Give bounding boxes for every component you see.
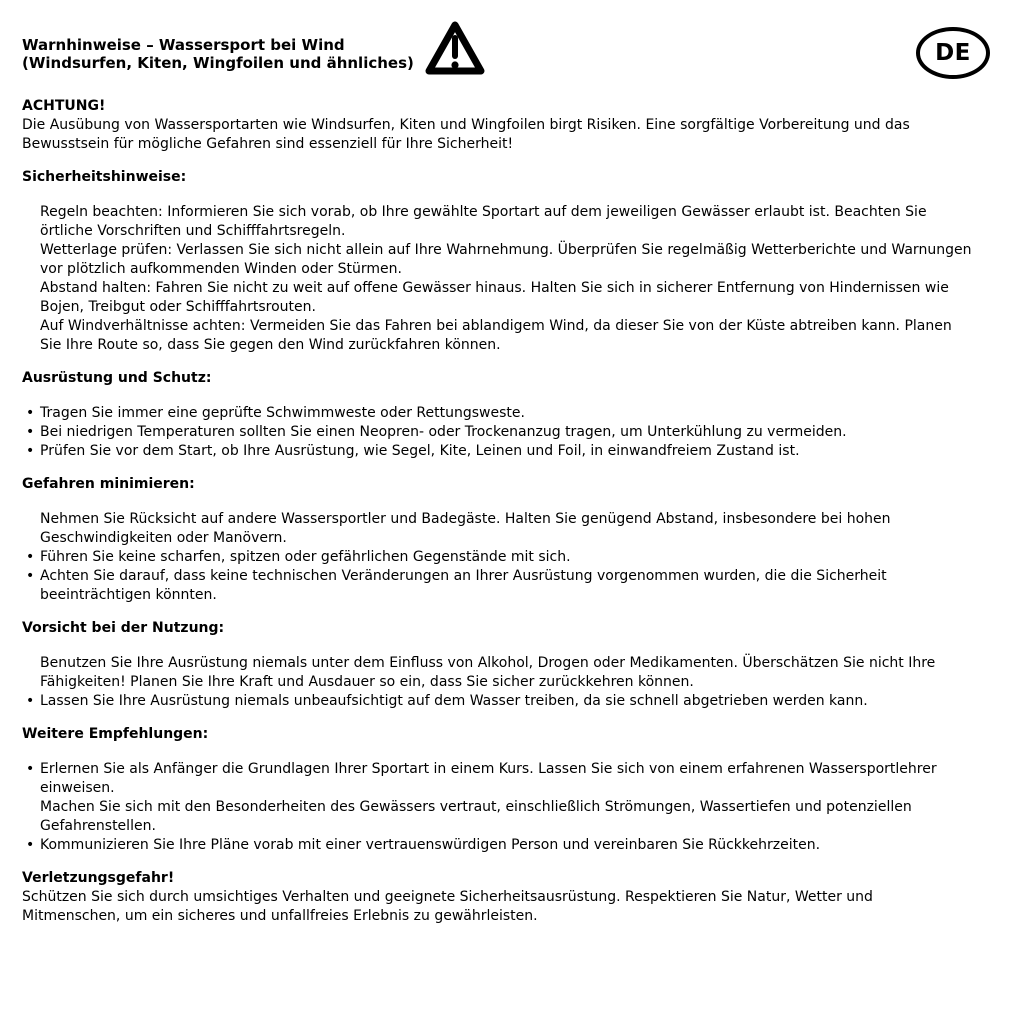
document-title	[22, 36, 414, 72]
list-item-text: Regeln beachten: Informieren Sie sich vorab, ob Ihre gewählte Sportart auf dem jeweiligen Gewässer erlaubt ist. Beachten Sie örtliche Vorschriften und Schifffahrtsregeln.	[40, 204, 927, 239]
list-item-text: Kommunizieren Sie Ihre Pläne vorab mit einer vertrauenswürdigen Person und vereinbaren Sie Rückkehrzeiten.	[40, 837, 821, 853]
minimize-risks-list	[22, 510, 972, 605]
section-attention	[22, 97, 975, 154]
section-caution-usage	[22, 619, 975, 711]
recommendations-list	[22, 760, 972, 855]
section-injury-risk	[22, 869, 975, 926]
section-heading: Vorsicht bei der Nutzung:	[22, 620, 225, 636]
list-item-text: Abstand halten: Fahren Sie nicht zu weit auf offene Gewässer hinaus. Halten Sie sich in sicherer Entfernung von Hindernissen wie Bojen, Treibgut oder Schifffahrtsrouten.	[40, 280, 949, 315]
section-heading: Sicherheitshinweise:	[22, 169, 187, 185]
bullet-marker: •	[26, 568, 35, 584]
bullet-marker: •	[26, 761, 35, 777]
attention-body: Die Ausübung von Wassersportarten wie Windsurfen, Kiten und Wingfoilen birgt Risiken. Eine sorgfältige Vorbereitung und das Bewusstsein für mögliche Gefahren sind essenziell für Ihre Sicherheit!	[22, 117, 910, 152]
list-item	[22, 692, 972, 711]
list-item	[22, 423, 972, 442]
list-item	[22, 548, 972, 567]
list-item-text: Nehmen Sie Rücksicht auf andere Wassersportler und Badegäste. Halten Sie genügend Abstand, insbesondere bei hohen Geschwindigkeiten oder Manövern.	[40, 511, 891, 546]
bullet-marker: •	[26, 693, 35, 709]
list-item	[22, 279, 972, 317]
list-item-text: Machen Sie sich mit den Besonderheiten des Gewässers vertraut, einschließlich Strömungen, Wassertiefen und potenziellen Gefahrenstellen.	[40, 799, 912, 834]
list-item	[22, 567, 972, 605]
bullet-marker: •	[26, 424, 35, 440]
list-item	[22, 836, 972, 855]
section-equipment	[22, 369, 975, 461]
language-badge	[916, 27, 990, 79]
section-safety-notes	[22, 168, 975, 355]
bullet-marker: •	[26, 405, 35, 421]
list-item-text: Auf Windverhältnisse achten: Vermeiden Sie das Fahren bei ablandigem Wind, da dieser Sie von der Küste abtreiben kann. Planen Sie Ihre Route so, dass Sie gegen den Wind zurückfahren können.	[40, 318, 952, 353]
section-heading: Ausrüstung und Schutz:	[22, 370, 212, 386]
bullet-marker: •	[26, 443, 35, 459]
list-item-text: Wetterlage prüfen: Verlassen Sie sich nicht allein auf Ihre Wahrnehmung. Überprüfen Sie regelmäßig Wetterberichte und Warnungen vor plötzlich aufkommenden Winden oder Stürmen.	[40, 242, 972, 277]
section-recommendations	[22, 725, 975, 855]
list-item-text: Prüfen Sie vor dem Start, ob Ihre Ausrüstung, wie Segel, Kite, Leinen und Foil, in einwandfreiem Zustand ist.	[40, 443, 800, 459]
attention-heading: ACHTUNG!	[22, 98, 106, 114]
bullet-marker: •	[26, 549, 35, 565]
title-line-1: Warnhinweise – Wassersport bei Wind	[22, 36, 345, 54]
title-line-2: (Windsurfen, Kiten, Wingfoilen und ähnliches)	[22, 54, 414, 72]
document-header	[22, 36, 975, 79]
list-item-text: Achten Sie darauf, dass keine technischen Veränderungen an Ihrer Ausrüstung vorgenommen wurden, die die Sicherheit beeinträchtigen könnten.	[40, 568, 887, 603]
list-item	[22, 404, 972, 423]
list-item	[22, 760, 972, 798]
language-badge-label: DE	[935, 39, 971, 66]
bullet-marker: •	[26, 837, 35, 853]
list-item	[22, 654, 972, 692]
caution-usage-list	[22, 654, 972, 711]
injury-risk-heading: Verletzungsgefahr!	[22, 870, 175, 886]
safety-notes-list	[22, 203, 972, 355]
list-item-text: Lassen Sie Ihre Ausrüstung niemals unbeaufsichtigt auf dem Wasser treiben, da sie schnell abgetrieben werden kann.	[40, 693, 868, 709]
list-item	[22, 241, 972, 279]
list-item-text: Bei niedrigen Temperaturen sollten Sie einen Neopren- oder Trockenanzug tragen, um Unterkühlung zu vermeiden.	[40, 424, 847, 440]
list-item-text: Erlernen Sie als Anfänger die Grundlagen Ihrer Sportart in einem Kurs. Lassen Sie sich von einem erfahrenen Wassersportlehrer einweisen.	[40, 761, 937, 796]
list-item-text: Tragen Sie immer eine geprüfte Schwimmweste oder Rettungsweste.	[40, 405, 525, 421]
list-item	[22, 510, 972, 548]
equipment-list	[22, 404, 972, 461]
section-heading: Weitere Empfehlungen:	[22, 726, 209, 742]
section-heading: Gefahren minimieren:	[22, 476, 195, 492]
list-item	[22, 203, 972, 241]
list-item	[22, 798, 972, 836]
list-item	[22, 317, 972, 355]
list-item-text: Benutzen Sie Ihre Ausrüstung niemals unter dem Einfluss von Alkohol, Drogen oder Medikamenten. Überschätzen Sie nicht Ihre Fähigkeiten! Planen Sie Ihre Kraft und Ausdauer so ein, dass Sie sicher zurückkehren können.	[40, 655, 936, 690]
injury-risk-body: Schützen Sie sich durch umsichtiges Verhalten und geeignete Sicherheitsausrüstung. Respektieren Sie Natur, Wetter und Mitmenschen, um ein sicheres und unfallfreies Erlebnis zu gewährleisten.	[22, 889, 873, 924]
list-item-text: Führen Sie keine scharfen, spitzen oder gefährlichen Gegenstände mit sich.	[40, 549, 571, 565]
section-minimize-risks	[22, 475, 975, 605]
list-item	[22, 442, 972, 461]
warning-triangle-icon	[424, 19, 486, 79]
